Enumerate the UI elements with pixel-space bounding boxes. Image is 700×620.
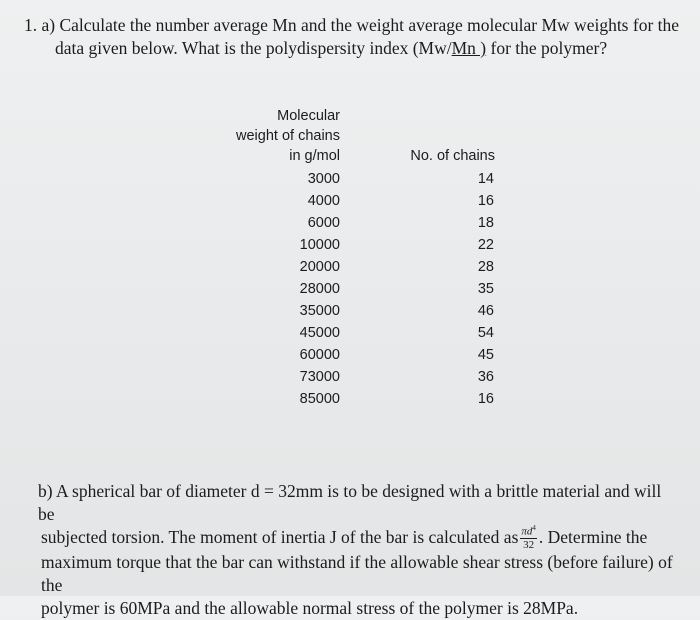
molecular-weight-cell: 4000 xyxy=(307,193,340,209)
moment-of-inertia-fraction xyxy=(520,523,537,552)
chain-count-cell: 18 xyxy=(477,215,494,231)
question-a-line-2 xyxy=(24,37,684,60)
chain-count-header: No. of chains xyxy=(410,148,495,164)
chain-count-cell: 45 xyxy=(477,347,494,363)
question-a-line-2-end: for the polymer? xyxy=(486,38,608,58)
chain-count-cell: 16 xyxy=(477,193,494,209)
question-b-line-2-end: . Determine the xyxy=(538,527,648,547)
chain-count-column xyxy=(435,168,494,410)
question-b-line-2 xyxy=(38,523,678,552)
fraction-denominator: 32 xyxy=(520,538,537,551)
chain-count-cell: 35 xyxy=(477,281,494,297)
chain-count-cell: 28 xyxy=(477,259,494,275)
chain-count-cell: 16 xyxy=(477,391,494,407)
chain-count-cell: 54 xyxy=(477,325,494,341)
question-part-b xyxy=(38,480,678,620)
mw-header-line-3: in g/mol xyxy=(289,148,340,164)
molecular-weight-cell: 20000 xyxy=(299,259,340,275)
molecular-weight-cell: 45000 xyxy=(299,325,340,341)
chain-count-cell: 14 xyxy=(477,171,494,187)
question-b-line-3: maximum torque that the bar can withstand if the allowable shear stress (before failure) of the xyxy=(41,552,673,596)
molecular-weight-cell: 28000 xyxy=(299,281,340,297)
question-b-line-4: polymer is 60MPa and the allowable normal stress of the polymer is 28MPa. xyxy=(41,598,579,619)
molecular-weight-column xyxy=(260,168,340,410)
mw-header-line-1: Molecular xyxy=(277,108,340,124)
question-part-a xyxy=(24,14,684,60)
molecular-weight-cell: 6000 xyxy=(307,215,340,231)
molecular-weight-cell: 60000 xyxy=(299,347,340,363)
question-b-line-2-start: subjected torsion. The moment of inertia J of the bar is calculated as xyxy=(41,527,519,547)
question-a-underlined-mn: Mn ) xyxy=(451,38,487,58)
molecular-weight-header xyxy=(200,106,340,166)
question-a-line-2-start: data given below. What is the polydispersity index (Mw/ xyxy=(55,38,452,58)
question-a-line-1: 1. a) Calculate the number average Mn and the weight average molecular Mw weights for the xyxy=(24,15,680,35)
chain-count-cell: 46 xyxy=(477,303,494,319)
fraction-numerator-base: πd xyxy=(521,525,533,538)
mw-header-line-2: weight of chains xyxy=(236,128,340,144)
molecular-weight-cell: 3000 xyxy=(307,171,340,187)
molecular-weight-cell: 35000 xyxy=(299,303,340,319)
question-b-line-1: b) A spherical bar of diameter d = 32mm is to be designed with a brittle material and will be xyxy=(38,481,662,524)
molecular-weight-cell: 73000 xyxy=(299,369,340,385)
chain-count-cell: 36 xyxy=(477,369,494,385)
chain-count-cell: 22 xyxy=(477,237,494,253)
molecular-weight-cell: 85000 xyxy=(299,391,340,407)
fraction-numerator-exponent: 4 xyxy=(532,523,536,532)
fraction-numerator xyxy=(520,523,537,539)
molecular-weight-cell: 10000 xyxy=(299,237,340,253)
